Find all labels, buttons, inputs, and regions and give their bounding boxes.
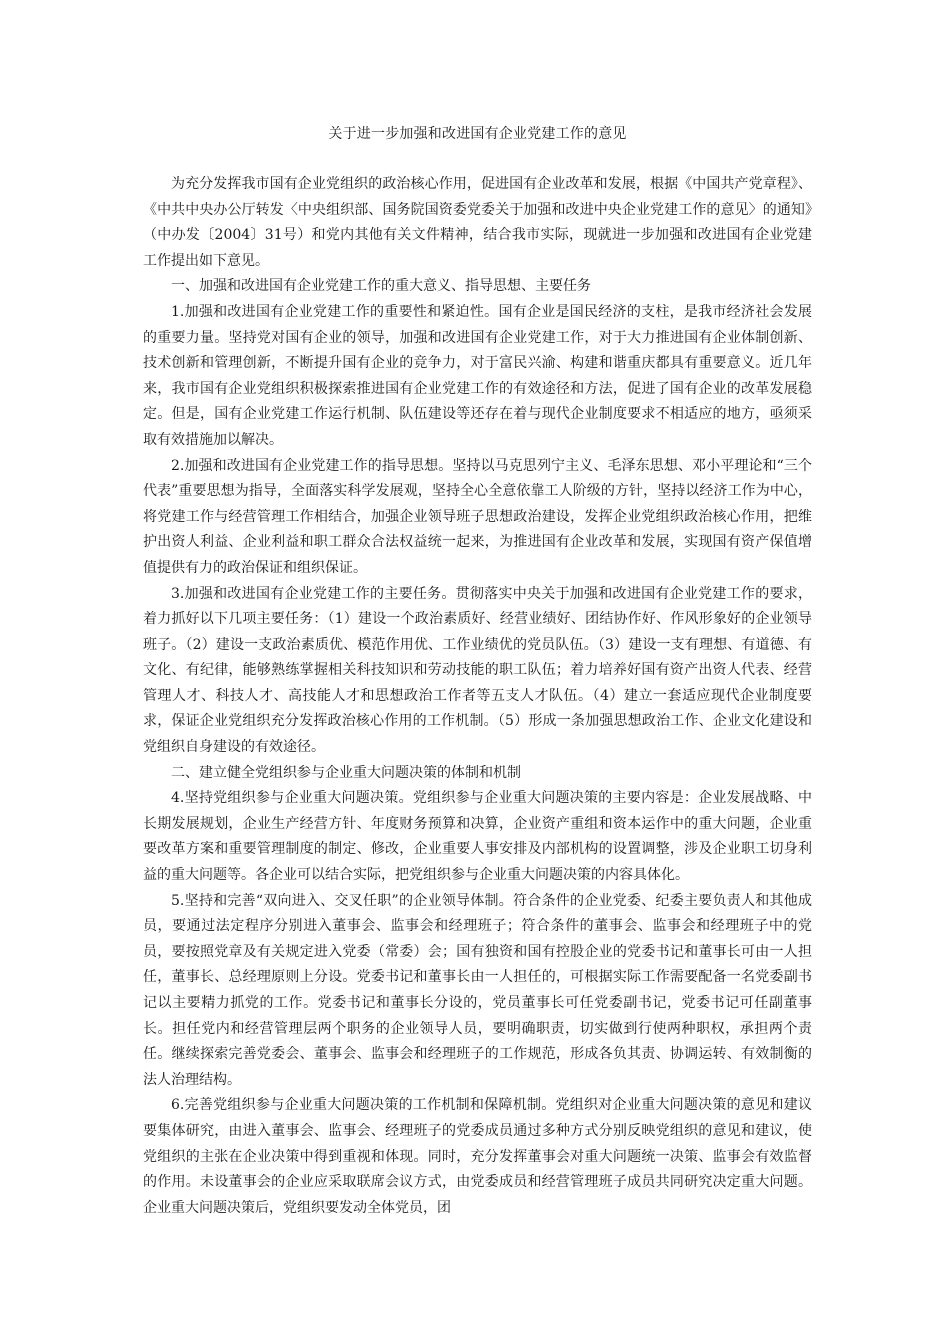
paragraph-5: 5.坚持和完善“双向进入、交叉任职”的企业领导体制。符合条件的企业党委、纪委主要负责人和其他成员，要通过法定程序分别进入董事会、监事会和经理班子；符合条件的董事会、监事会和经理班子中的党员，要按照党章及有关规定进入党委（常委）会；国有独资和国有控股企业的党委书记和董事长可由一人担任，董事长、总经理原则上分设。党委书记和董事长由一人担任的，可根据实际工作需要配备一名党委副书记以主要精力抓党的工作。党委书记和董事长分设的，党员董事长可任党委副书记，党委书记可任副董事长。担任党内和经营管理层两个职务的企业领导人员，要明确职责，切实做到行使两种职权，承担两个责任。继续探索完善党委会、董事会、监事会和经理班子的工作规范，形成各负其责、协调运转、有效制衡的法人治理结构。 [143,892,812,1088]
section-heading-2: 二、建立健全党组织参与企业重大问题决策的体制和机制 [171,764,521,781]
section-heading-1: 一、加强和改进国有企业党建工作的重大意义、指导思想、主要任务 [171,278,591,295]
paragraph-4: 4.坚持党组织参与企业重大问题决策。党组织参与企业重大问题决策的主要内容是：企业发展战略、中长期发展规划，企业生产经营方针、年度财务预算和决算，企业资产重组和资本运作中的重大问题，企业重要改革方案和重要管理制度的制定、修改，企业重要人事安排及内部机构的设置调整，涉及企业职工切身利益的重大问题等。各企业可以结合实际，把党组织参与企业重大问题决策的内容具体化。 [143,790,812,884]
paragraph-1: 1.加强和改进国有企业党建工作的重要性和紧迫性。国有企业是国民经济的支柱，是我市经济社会发展的重要力量。坚持党对国有企业的领导，加强和改进国有企业党建工作，对于大力推进国有企业体制创新、技术创新和管理创新，不断提升国有企业的竞争力，对于富民兴渝、构建和谐重庆都具有重要意义。近几年来，我市国有企业党组织积极探索推进国有企业党建工作的有效途径和方法，促进了国有企业的改革发展稳定。但是，国有企业党建工作运行机制、队伍建设等还存在着与现代企业制度要求不相适应的地方，亟须采取有效措施加以解决。 [143,303,812,448]
paragraph-2: 2.加强和改进国有企业党建工作的指导思想。坚持以马克思列宁主义、毛泽东思想、邓小平理论和“三个代表”重要思想为指导，全面落实科学发展观，坚持全心全意依靠工人阶级的方针，坚持以经济工作为中心，将党建工作与经营管理工作相结合，加强企业领导班子思想政治建设，发挥企业党组织政治核心作用，把维护出资人利益、企业利益和职工群众合法权益统一起来，为推进国有企业改革和发展，实现国有资产保值增值提供有力的政治保证和组织保证。 [143,457,812,576]
document-page [143,122,812,1221]
intro-paragraph: 为充分发挥我市国有企业党组织的政治核心作用，促进国有企业改革和发展，根据《中国共产党章程》、《中共中央办公厅转发〈中央组织部、国务院国资委党委关于加强和改进中央企业党建工作的意见〉的通知》（中办发〔2004〕31号）和党内其他有关文件精神，结合我市实际，现就进一步加强和改进国有企业党建工作提出如下意见。 [143,176,812,269]
paragraph-6: 6.完善党组织参与企业重大问题决策的工作机制和保障机制。党组织对企业重大问题决策的意见和建议要集体研究，由进入董事会、监事会、经理班子的党委成员通过多种方式分别反映党组织的意见和建议，使党组织的主张在企业决策中得到重视和体现。同时，充分发挥董事会对重大问题统一决策、监事会有效监督的作用。未设董事会的企业应采取联席会议方式，由党委成员和经营管理班子成员共同研究决定重大问题。企业重大问题决策后，党组织要发动全体党员，团 [143,1097,812,1216]
document-title: 关于进一步加强和改进国有企业党建工作的意见 [328,126,627,142]
paragraph-3: 3.加强和改进国有企业党建工作的主要任务。贯彻落实中央关于加强和改进国有企业党建工作的要求，着力抓好以下几项主要任务：（1）建设一个政治素质好、经营业绩好、团结协作好、作风形象好的企业领导班子。（2）建设一支政治素质优、模范作用优、工作业绩优的党员队伍。（3）建设一支有理想、有道德、有文化、有纪律，能够熟练掌握相关科技知识和劳动技能的职工队伍；着力培养好国有资产出资人代表、经营管理人才、科技人才、高技能人才和思想政治工作者等五支人才队伍。（4）建立一套适应现代企业制度要求，保证企业党组织充分发挥政治核心作用的工作机制。（5）形成一条加强思想政治工作、企业文化建设和党组织自身建设的有效途径。 [143,585,812,756]
